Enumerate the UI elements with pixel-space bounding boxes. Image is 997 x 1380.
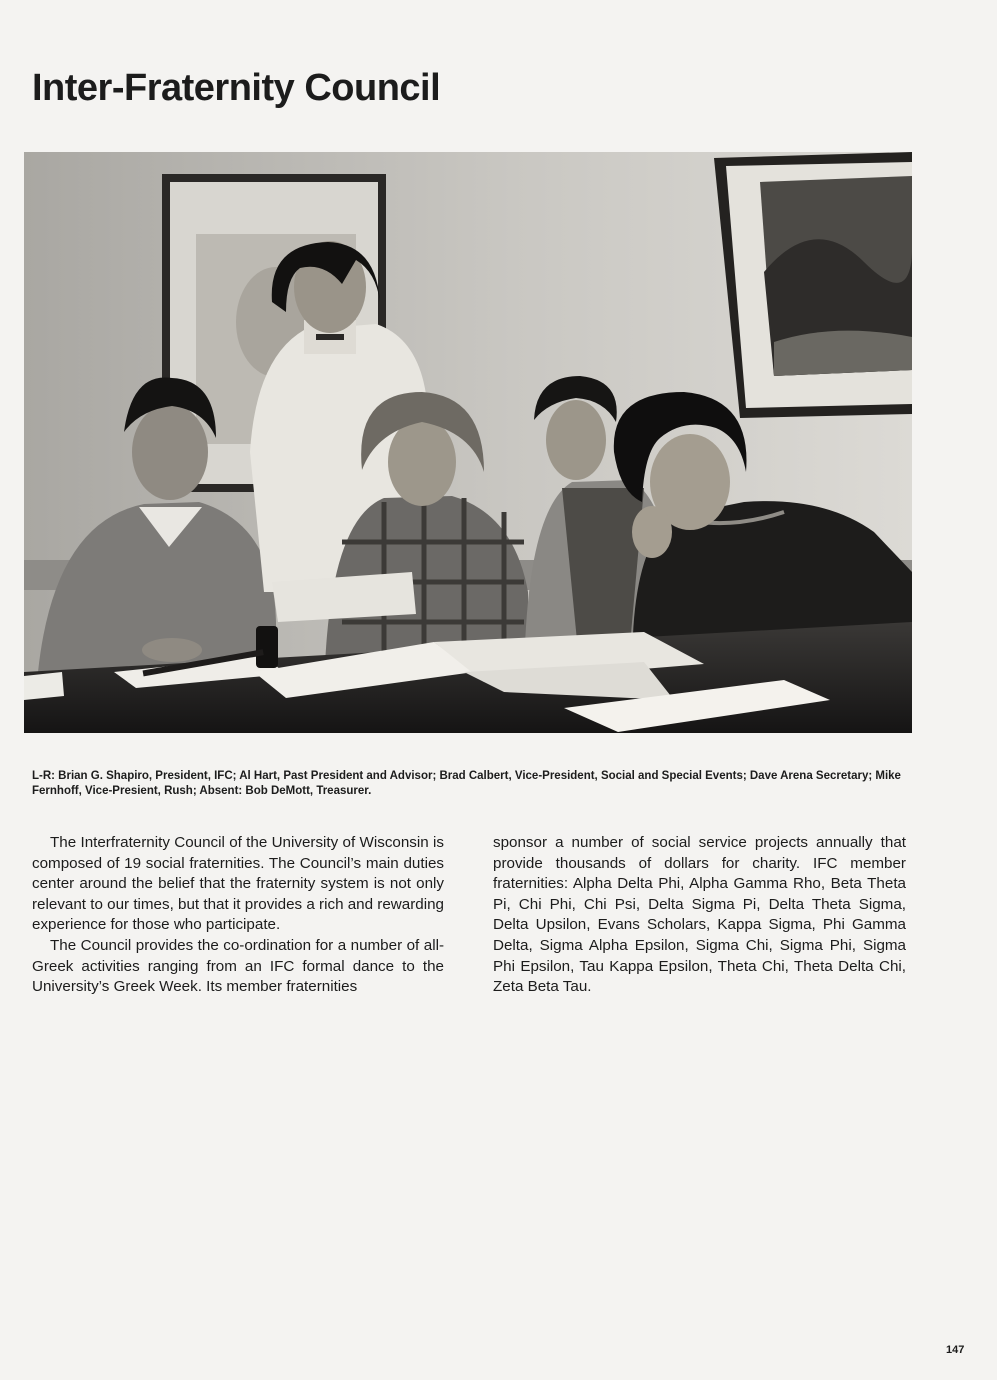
page-number: 147 <box>946 1344 965 1356</box>
body-paragraph: sponsor a number of social service projects annually that provide thousands of dollars for charity. IFC member fraternities: Alpha Delta Phi, Alpha Gamma Rho, Beta Theta Pi, Chi Phi, Chi Psi, Delta Sigma Pi, Delta Theta Sigma, Delta Upsilon, Evans Scholars, Kappa Sigma, Phi Gamma Delta, Sigma Alpha Epsilon, Sigma Chi, Sigma Phi, Sigma Phi Epsilon, Tau Kappa Epsilon, Theta Chi, Theta Delta Chi, Zeta Beta Tau. <box>493 834 906 996</box>
group-photo-illustration <box>24 152 912 733</box>
group-photo <box>24 152 912 733</box>
photo-caption: L-R: Brian G. Shapiro, President, IFC; Al Hart, Past President and Advisor; Brad Calbert, Vice-President, Social and Special Events; Dave Arena Secretary; Mike Fernhoff, Vice-Presient, Rush; Absent: Bob DeMott, Treasurer. <box>32 770 901 797</box>
body-paragraph: The Interfraternity Council of the University of Wisconsin is composed of 19 social fraternities. The Council’s main duties center around the belief that the fraternity system is not only relevant to our times, but that it provides a rich and rewarding experience for those who participate. <box>32 834 444 934</box>
body-column-right <box>493 833 906 998</box>
body-paragraph: The Council provides the co-ordination for a number of all-Greek activities ranging from an IFC formal dance to the University’s Greek Week. Its member fraternities <box>32 936 444 996</box>
body-column-left <box>32 833 444 998</box>
page-title: Inter-Fraternity Council <box>32 67 441 109</box>
right-framed-picture <box>714 152 912 418</box>
